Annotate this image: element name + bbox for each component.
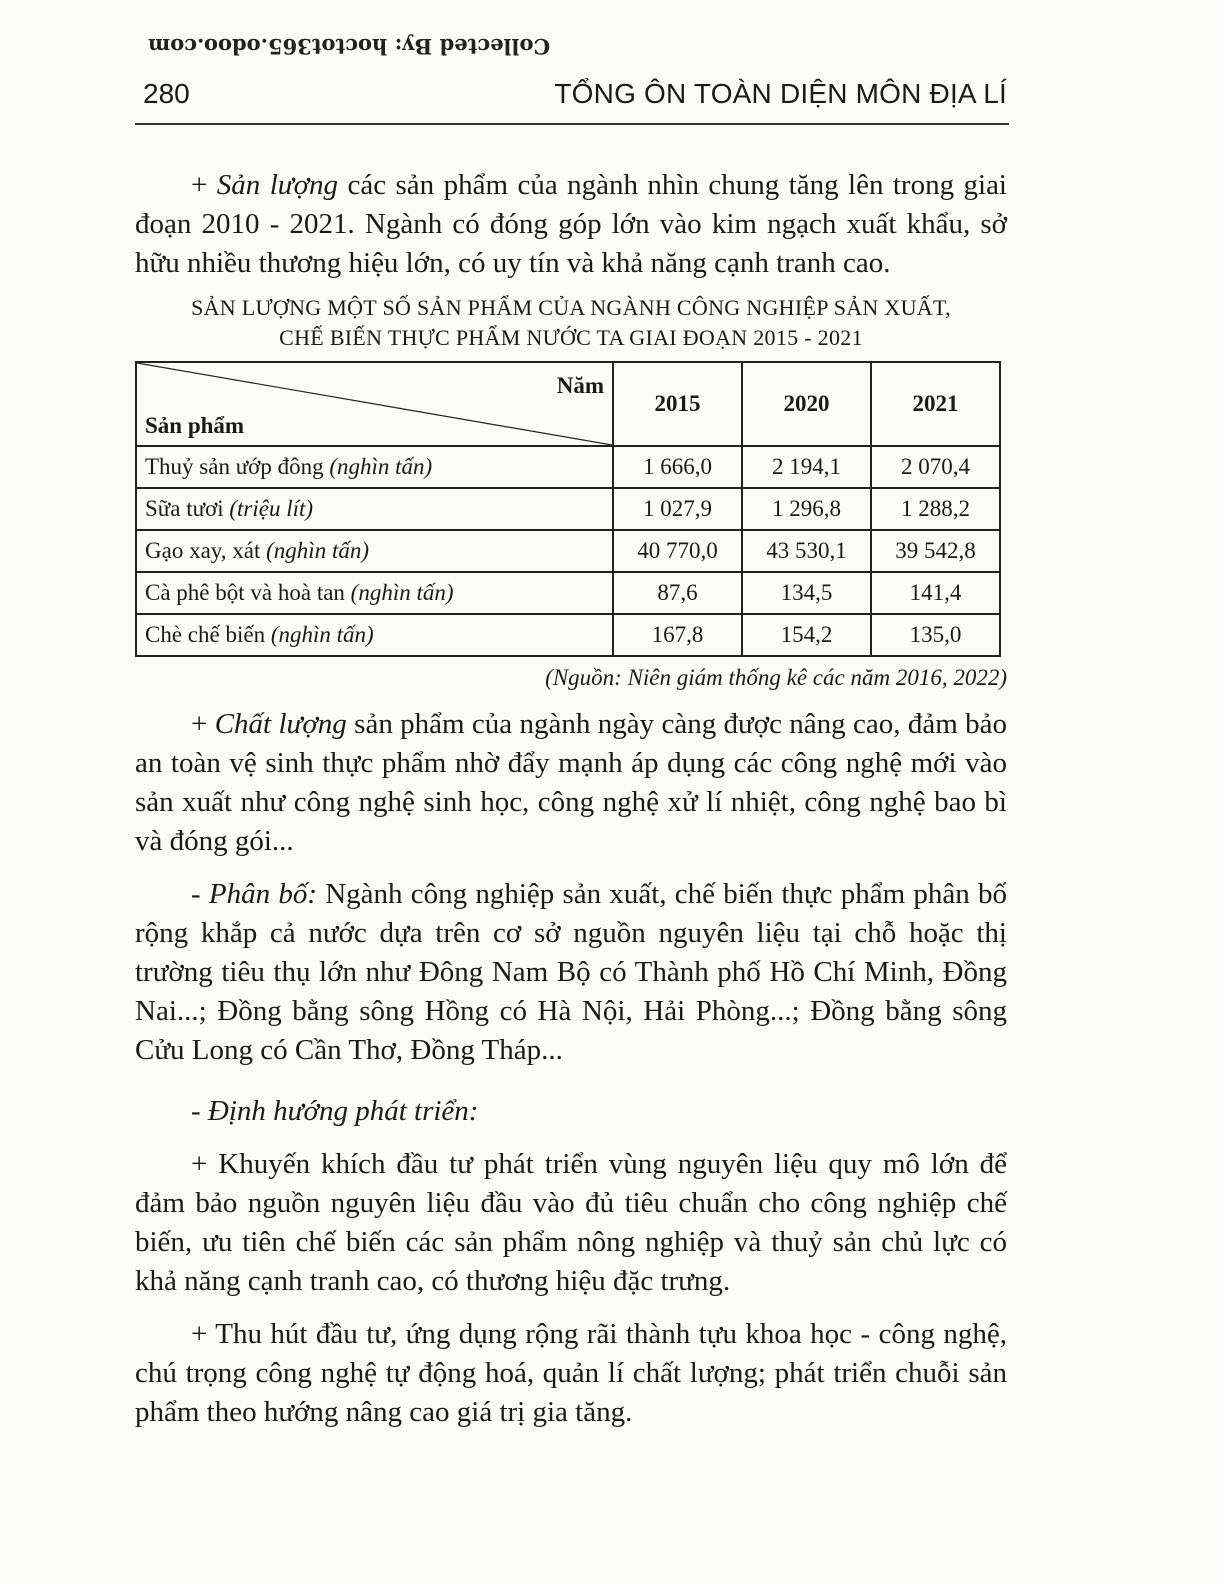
year-header: 2015 <box>613 362 742 446</box>
product-name: Gạo xay, xát (nghìn tấn) <box>136 530 613 572</box>
value-cell: 134,5 <box>742 572 871 614</box>
header-year-label: Năm <box>556 373 604 398</box>
value-cell: 154,2 <box>742 614 871 656</box>
value-cell: 167,8 <box>613 614 742 656</box>
orientation-point: + Thu hút đầu tư, ứng dụng rộng rãi thành tựu khoa học - công nghệ, chú trọng công nghệ tự động hoá, quản lí chất lượng; phát triển chuỗi sản phẩm theo hướng nâng cao giá trị gia tăng. <box>135 1318 1007 1428</box>
table-header-row <box>136 362 1000 446</box>
value-cell: 1 288,2 <box>871 488 1000 530</box>
table-row <box>136 572 1000 614</box>
value-cell: 2 070,4 <box>871 446 1000 488</box>
quality-paragraph: + Chất lượng sản phẩm của ngành ngày càng được nâng cao, đảm bảo an toàn vệ sinh thực phẩm nhờ đẩy mạnh áp dụng các công nghệ mới vào sản xuất như công nghệ sinh học, công nghệ xử lí nhiệt, công nghệ bao bì và đóng gói... <box>135 708 1007 857</box>
data-table <box>135 361 1001 657</box>
value-cell: 40 770,0 <box>613 530 742 572</box>
value-cell: 141,4 <box>871 572 1000 614</box>
value-cell: 1 296,8 <box>742 488 871 530</box>
page-content <box>135 166 1007 1432</box>
watermark: Collected By: hoctot365.odoo.com <box>148 34 551 59</box>
header-rule <box>135 123 1009 125</box>
orientation-heading: - Định hướng phát triển: <box>191 1095 479 1127</box>
product-name: Cà phê bột và hoà tan (nghìn tấn) <box>136 572 613 614</box>
table-title: SẢN LƯỢNG MỘT SỐ SẢN PHẨM CỦA NGÀNH CÔNG NGHIỆP SẢN XUẤT, CHẾ BIẾN THỰC PHẨM NƯỚC TA GIAI ĐOẠN 2015 - 2021 <box>191 295 951 350</box>
value-cell: 2 194,1 <box>742 446 871 488</box>
value-cell: 39 542,8 <box>871 530 1000 572</box>
value-cell: 1 027,9 <box>613 488 742 530</box>
table-row <box>136 488 1000 530</box>
intro-paragraph: + Sản lượng các sản phẩm của ngành nhìn chung tăng lên trong giai đoạn 2010 - 2021. Ngành có đóng góp lớn vào kim ngạch xuất khẩu, sở hữu nhiều thương hiệu lớn, có uy tín và khả năng cạnh tranh cao. <box>135 169 1007 279</box>
table-row <box>136 614 1000 656</box>
table-source: (Nguồn: Niên giám thống kê các năm 2016, 2022) <box>545 665 1007 690</box>
header-product-label: Sản phẩm <box>145 413 245 438</box>
table-row <box>136 530 1000 572</box>
year-header: 2021 <box>871 362 1000 446</box>
book-title: TỔNG ÔN TOÀN DIỆN MÔN ĐỊA LÍ <box>554 78 1007 109</box>
product-name: Chè chế biến (nghìn tấn) <box>136 614 613 656</box>
value-cell: 1 666,0 <box>613 446 742 488</box>
value-cell: 135,0 <box>871 614 1000 656</box>
table-row <box>136 446 1000 488</box>
year-header: 2020 <box>742 362 871 446</box>
value-cell: 43 530,1 <box>742 530 871 572</box>
product-name: Thuỷ sản ướp đông (nghìn tấn) <box>136 446 613 488</box>
product-name: Sữa tươi (triệu lít) <box>136 488 613 530</box>
page-number: 280 <box>143 78 190 109</box>
orientation-point: + Khuyến khích đầu tư phát triển vùng nguyên liệu quy mô lớn để đảm bảo nguồn nguyên liệu đầu vào đủ tiêu chuẩn cho công nghiệp chế biến, ưu tiên chế biến các sản phẩm nông nghiệp và thuỷ sản chủ lực có khả năng cạnh tranh cao, có thương hiệu đặc trưng. <box>135 1148 1007 1297</box>
value-cell: 87,6 <box>613 572 742 614</box>
table-corner-header <box>136 362 613 446</box>
distribution-paragraph: - Phân bố: Ngành công nghiệp sản xuất, chế biến thực phẩm phân bố rộng khắp cả nước dựa trên cơ sở nguồn nguyên liệu tại chỗ hoặc thị trường tiêu thụ lớn như Đông Nam Bộ có Thành phố Hồ Chí Minh, Đồng Nai...; Đồng bằng sông Hồng có Hà Nội, Hải Phòng...; Đồng bằng sông Cửu Long có Cần Thơ, Đồng Tháp... <box>135 878 1007 1066</box>
